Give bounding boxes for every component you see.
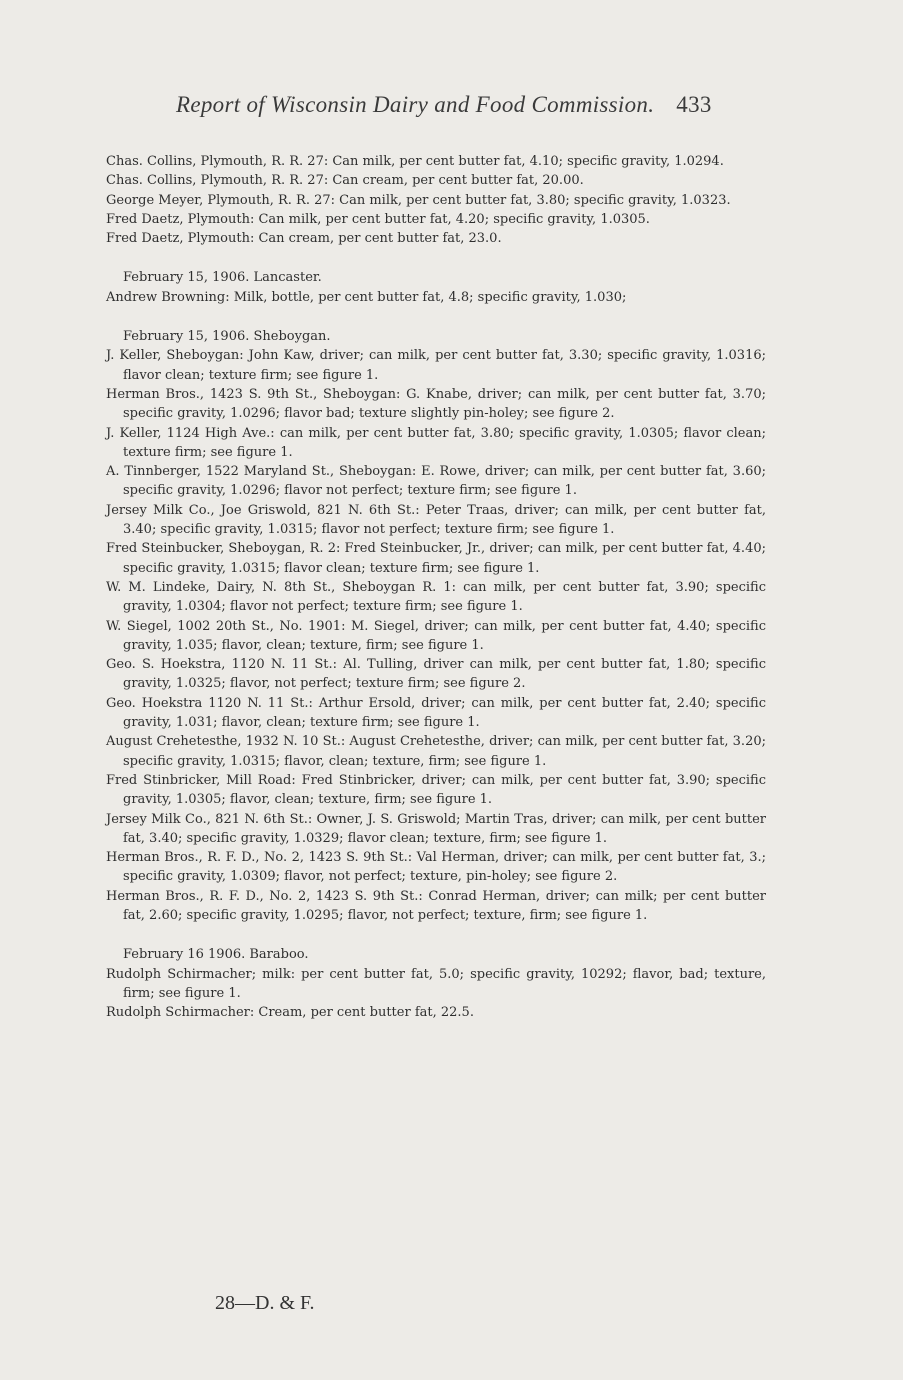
signature-mark: 28—D. & F. xyxy=(215,1292,315,1314)
page-number: 433 xyxy=(676,92,712,117)
section-heading: February 15, 1906. Sheboygan. xyxy=(123,329,331,345)
report-entry: August Crehetesthe, 1932 N. 10 St.: August Crehetesthe, driver; can milk, per cent butter fat, 3.20; specific gravity, 1.0315; flavor, clean; texture, firm; see figure 1. xyxy=(106,734,766,769)
report-entry: Herman Bros., 1423 S. 9th St., Sheboygan: G. Knabe, driver; can milk, per cent butter fat, 3.70; specific gravity, 1.0296; flavor bad; texture slightly pin-holey; see figure 2. xyxy=(106,386,766,422)
report-entry: Geo. Hoekstra 1120 N. 11 St.: Arthur Ersold, driver; can milk, per cent butter fat, 2.40; specific gravity, 1.031; flavor, clean; texture firm; see figure 1. xyxy=(106,695,766,731)
report-entry: Chas. Collins, Plymouth, R. R. 27: Can cream, per cent butter fat, 20.00. xyxy=(106,173,584,189)
report-entry: J. Keller, Sheboygan: John Kaw, driver; can milk, per cent butter fat, 3.30; specific gravity, 1.0316; flavor clean; texture firm; see figure 1. xyxy=(106,348,766,383)
report-entry: W. M. Lindeke, Dairy, N. 8th St., Sheboygan R. 1: can milk, per cent butter fat, 3.90; specific gravity, 1.0304; flavor not perfect; texture firm; see figure 1. xyxy=(106,579,766,615)
report-entry: Geo. S. Hoekstra, 1120 N. 11 St.: Al. Tulling, driver can milk, per cent butter fat, 1.80; specific gravity, 1.0325; flavor, not perfect; texture firm; see figure 2. xyxy=(106,657,766,692)
report-entry: Jersey Milk Co., 821 N. 6th St.: Owner, J. S. Griswold; Martin Tras, driver; can milk, per cent butter fat, 3.40; specific gravity, 1.0329; flavor clean; texture, firm; see figure 1. xyxy=(106,811,766,846)
report-entry: Chas. Collins, Plymouth, R. R. 27: Can milk, per cent butter fat, 4.10; specific gravity, 1.0294. xyxy=(106,154,724,169)
header-title: Report of Wisconsin Dairy and Food Commission. xyxy=(176,92,655,117)
report-entry: J. Keller, 1124 High Ave.: can milk, per cent butter fat, 3.80; specific gravity, 1.0305; flavor clean; texture firm; see figure 1. xyxy=(106,425,766,460)
report-entry: Rudolph Schirmacher: Cream, per cent butter fat, 22.5. xyxy=(106,1005,474,1021)
report-body xyxy=(106,152,766,1022)
report-entry: George Meyer, Plymouth, R. R. 27: Can milk, per cent butter fat, 3.80; specific gravity, 1.0323. xyxy=(106,192,731,208)
section-heading: February 15, 1906. Lancaster. xyxy=(123,270,322,286)
report-entry: Fred Daetz, Plymouth: Can milk, per cent butter fat, 4.20; specific gravity, 1.0305. xyxy=(106,211,650,227)
report-entry: Fred Stinbricker, Mill Road: Fred Stinbricker, driver; can milk, per cent butter fat, 3.90; specific gravity, 1.0305; flavor, clean; texture, firm; see figure 1. xyxy=(106,772,766,808)
report-entry: Rudolph Schirmacher; milk: per cent butter fat, 5.0; specific gravity, 10292; flavor, bad; texture, firm; see figure 1. xyxy=(106,966,766,1001)
report-entry: Fred Daetz, Plymouth: Can cream, per cent butter fat, 23.0. xyxy=(106,231,502,247)
running-header xyxy=(176,92,776,118)
section-spacer xyxy=(106,925,766,945)
report-entry: Andrew Browning: Milk, bottle, per cent butter fat, 4.8; specific gravity, 1.030; xyxy=(106,289,627,305)
section-spacer xyxy=(106,307,766,327)
section-heading: February 16 1906. Baraboo. xyxy=(123,947,309,963)
report-entry: Herman Bros., R. F. D., No. 2, 1423 S. 9th St.: Val Herman, driver; can milk, per cent butter fat, 3.; specific gravity, 1.0309; flavor, not perfect; texture, pin-holey; see figure 2. xyxy=(106,850,766,885)
report-entry: W. Siegel, 1002 20th St., No. 1901: M. Siegel, driver; can milk, per cent butter fat, 4.40; specific gravity, 1.035; flavor, clean; texture, firm; see figure 1. xyxy=(106,618,766,653)
report-entry: Fred Steinbucker, Sheboygan, R. 2: Fred Steinbucker, Jr., driver; can milk, per cent butter fat, 4.40; specific gravity, 1.0315; flavor clean; texture firm; see figure 1. xyxy=(106,541,766,576)
section-spacer xyxy=(106,248,766,268)
report-entry: Jersey Milk Co., Joe Griswold, 821 N. 6th St.: Peter Traas, driver; can milk, per cent butter fat, 3.40; specific gravity, 1.0315; flavor not perfect; texture firm; see figure 1. xyxy=(106,502,766,538)
report-entry: A. Tinnberger, 1522 Maryland St., Sheboygan: E. Rowe, driver; can milk, per cent butter fat, 3.60; specific gravity, 1.0296; flavor not perfect; texture firm; see figure 1. xyxy=(106,464,766,499)
report-entry: Herman Bros., R. F. D., No. 2, 1423 S. 9th St.: Conrad Herman, driver; can milk; per cent butter fat, 2.60; specific gravity, 1.0295; flavor, not perfect; texture, firm; see figure 1. xyxy=(106,888,766,923)
